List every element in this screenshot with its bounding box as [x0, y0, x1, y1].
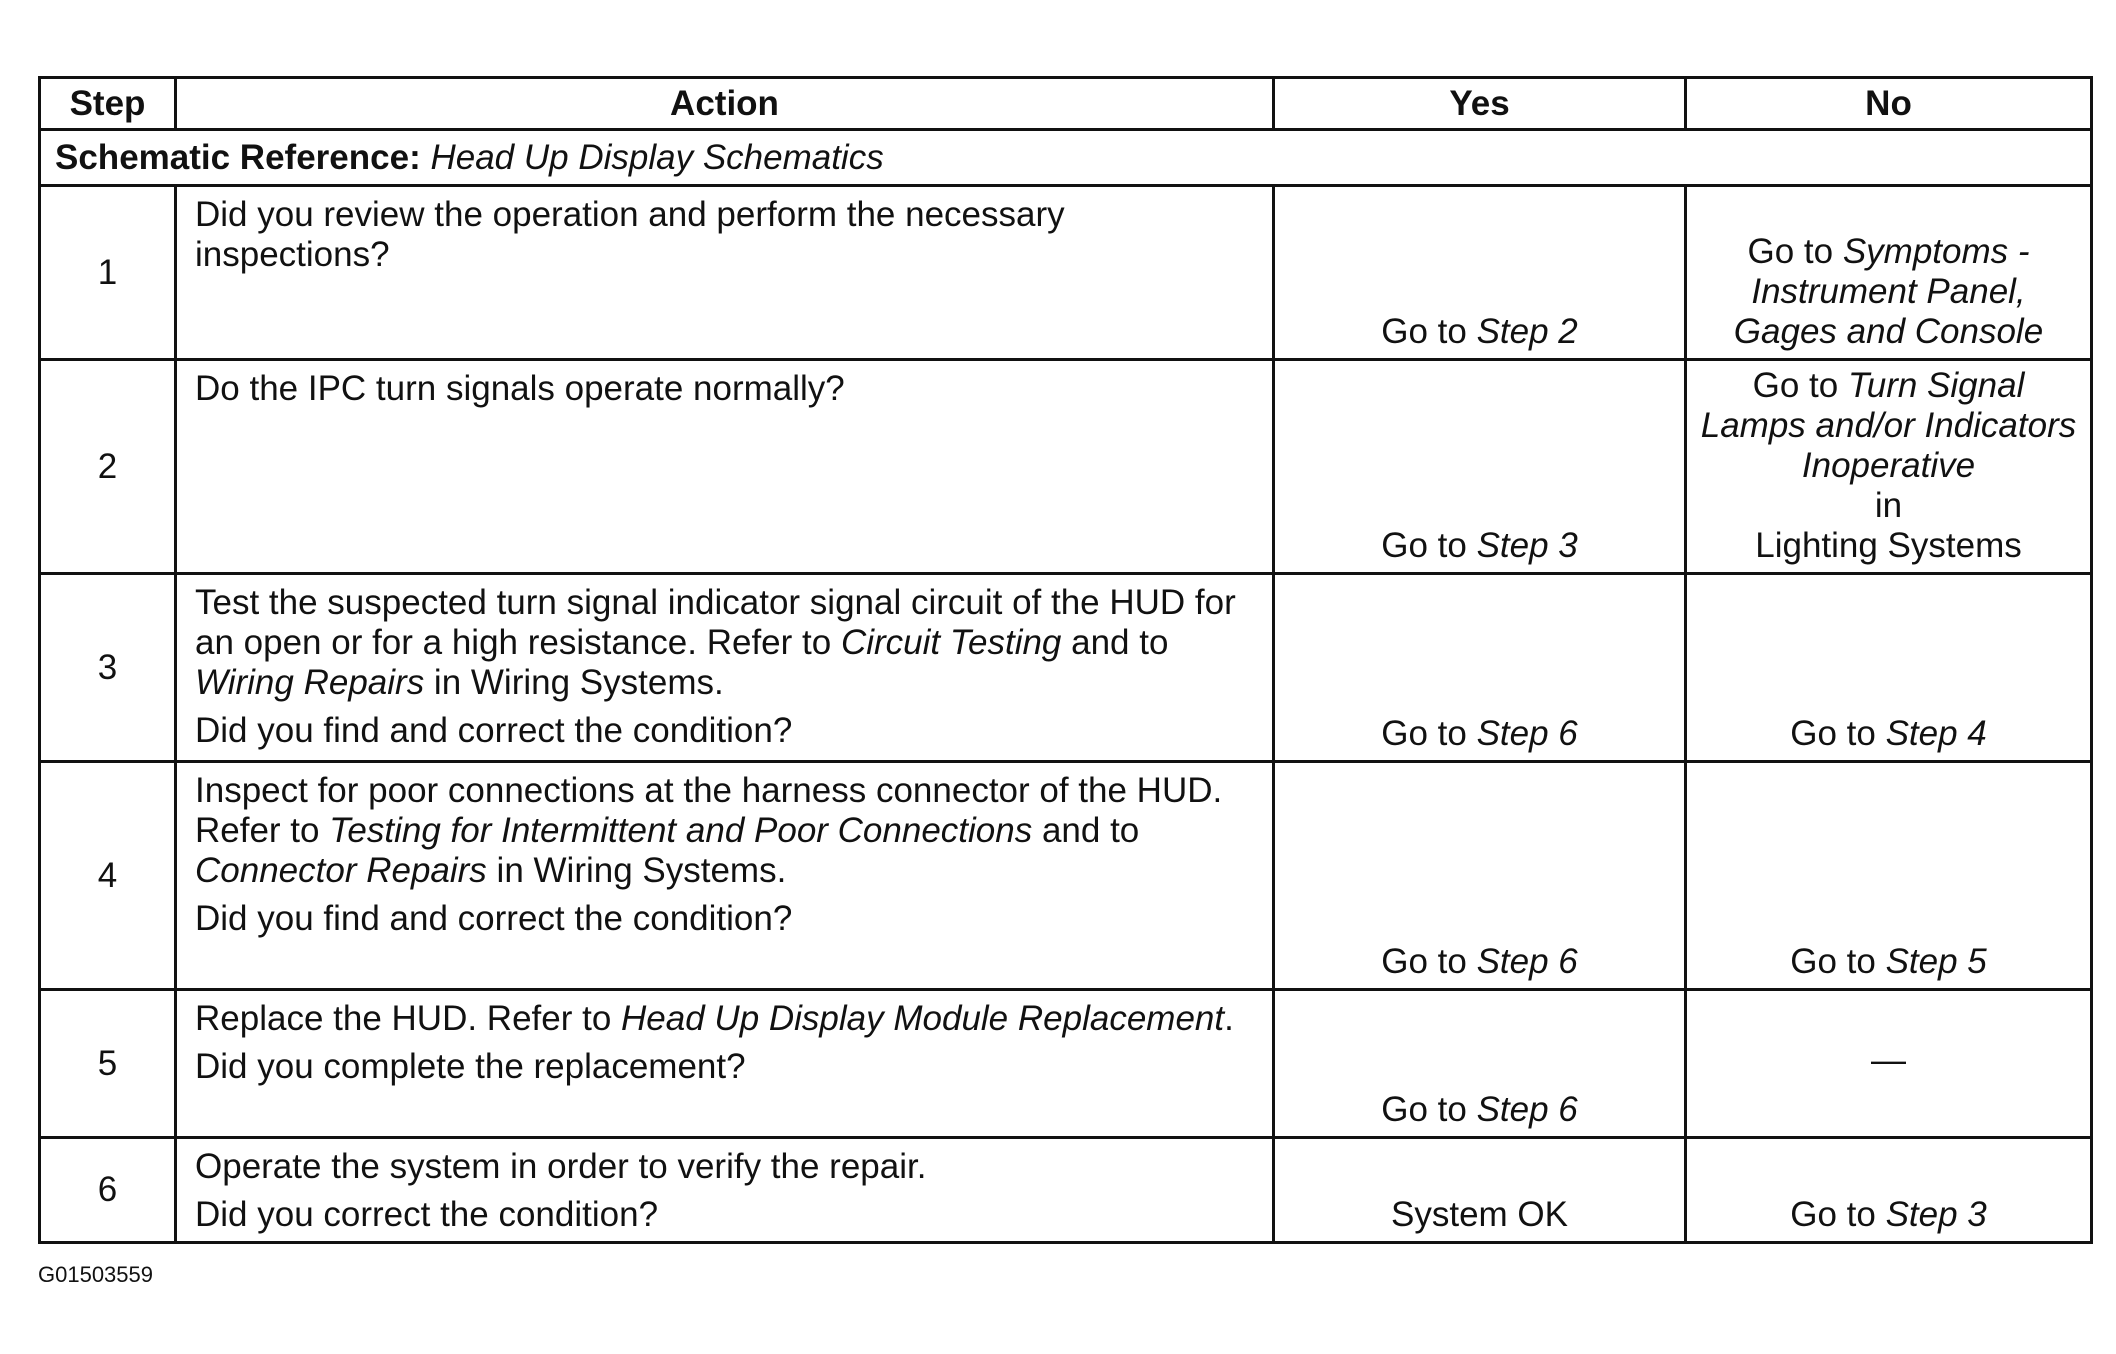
no-prefix: Go to — [1790, 942, 1886, 981]
no-link[interactable]: Step 3 — [1885, 1195, 1987, 1234]
step-number: 4 — [40, 762, 176, 990]
figure-code: G01503559 — [38, 1262, 153, 1287]
no-cell — [1686, 762, 2092, 990]
yes-prefix: Go to — [1381, 942, 1477, 981]
table-row — [40, 574, 2092, 762]
no-suffix-in: in — [1874, 486, 1903, 525]
header-row — [40, 78, 2092, 130]
yes-cell — [1274, 360, 1686, 574]
schematic-reference — [40, 130, 2092, 186]
no-cell — [1686, 574, 2092, 762]
yes-prefix: Go to — [1381, 714, 1477, 753]
no-prefix: Go to — [1752, 366, 1848, 405]
yes-prefix: Go to — [1381, 526, 1477, 565]
action-cell — [176, 1138, 1274, 1243]
no-prefix: Go to — [1747, 232, 1843, 271]
yes-link[interactable]: Step 6 — [1476, 714, 1578, 753]
header-action: Action — [176, 78, 1274, 130]
action-text: Operate the system in order to verify the repair. — [195, 1147, 927, 1186]
step-number: 3 — [40, 574, 176, 762]
no-cell — [1686, 1138, 2092, 1243]
header-no: No — [1686, 78, 2092, 130]
no-link[interactable]: Step 5 — [1885, 942, 1987, 981]
yes-link[interactable]: Step 6 — [1476, 1090, 1578, 1129]
table-row — [40, 762, 2092, 990]
yes-cell — [1274, 990, 1686, 1138]
testing-intermittent-link[interactable]: Testing for Intermittent and Poor Connections — [329, 811, 1033, 850]
action-text: Test the suspected turn signal indicator signal circuit of the HUD for an open or for a high resistance. Refer to Circuit Testing and to Wiring Repairs in Wiring Systems. — [195, 583, 1236, 702]
table-row — [40, 186, 2092, 360]
yes-cell — [1274, 574, 1686, 762]
circuit-testing-link[interactable]: Circuit Testing — [840, 623, 1062, 662]
action-cell — [176, 990, 1274, 1138]
action-text: Do the IPC turn signals operate normally? — [195, 369, 845, 408]
yes-link[interactable]: Step 6 — [1476, 942, 1578, 981]
yes-prefix: Go to — [1381, 1090, 1477, 1129]
table-row — [40, 1138, 2092, 1243]
reference-row — [40, 130, 2092, 186]
connector-repairs-link[interactable]: Connector Repairs — [195, 851, 487, 890]
action-text: Replace the HUD. Refer to Head Up Display Module Replacement. — [195, 999, 1234, 1038]
yes-link[interactable]: Step 2 — [1476, 312, 1578, 351]
wiring-repairs-link[interactable]: Wiring Repairs — [195, 663, 425, 702]
yes-cell: System OK — [1274, 1138, 1686, 1243]
action-question: Did you find and correct the condition? — [195, 711, 793, 750]
action-question: Did you complete the replacement? — [195, 1047, 746, 1086]
yes-prefix: Go to — [1381, 312, 1477, 351]
hud-module-replacement-link[interactable]: Head Up Display Module Replacement — [621, 999, 1225, 1038]
action-text: Did you review the operation and perform the necessary inspections? — [195, 195, 1065, 274]
no-prefix: Go to — [1790, 714, 1886, 753]
action-cell — [176, 762, 1274, 990]
header-yes: Yes — [1274, 78, 1686, 130]
yes-cell — [1274, 762, 1686, 990]
step-number: 5 — [40, 990, 176, 1138]
action-cell — [176, 360, 1274, 574]
yes-link[interactable]: Step 3 — [1476, 526, 1578, 565]
action-cell — [176, 574, 1274, 762]
no-link[interactable]: Turn Signal Lamps and/or Indicators Inoperative — [1700, 366, 2077, 485]
no-link[interactable]: Symptoms - Instrument Panel, Gages and Console — [1733, 232, 2044, 351]
action-cell — [176, 186, 1274, 360]
action-question: Did you find and correct the condition? — [195, 899, 793, 938]
action-text: Inspect for poor connections at the harness connector of the HUD. Refer to Testing for Intermittent and Poor Connections and to Connector Repairs in Wiring Systems. — [195, 771, 1223, 890]
diagnostic-table — [38, 76, 2093, 1244]
no-cell: — — [1686, 990, 2092, 1138]
table-row — [40, 990, 2092, 1138]
action-question: Did you correct the condition? — [195, 1195, 659, 1234]
yes-cell — [1274, 186, 1686, 360]
reference-label: Schematic Reference: — [55, 137, 421, 177]
reference-link[interactable]: Head Up Display Schematics — [430, 137, 884, 177]
no-cell — [1686, 186, 2092, 360]
step-number: 1 — [40, 186, 176, 360]
no-prefix: Go to — [1790, 1195, 1886, 1234]
no-link[interactable]: Step 4 — [1885, 714, 1987, 753]
table-row — [40, 360, 2092, 574]
step-number: 6 — [40, 1138, 176, 1243]
header-step: Step — [40, 78, 176, 130]
no-suffix: Lighting Systems — [1755, 526, 2022, 565]
step-number: 2 — [40, 360, 176, 574]
no-cell — [1686, 360, 2092, 574]
